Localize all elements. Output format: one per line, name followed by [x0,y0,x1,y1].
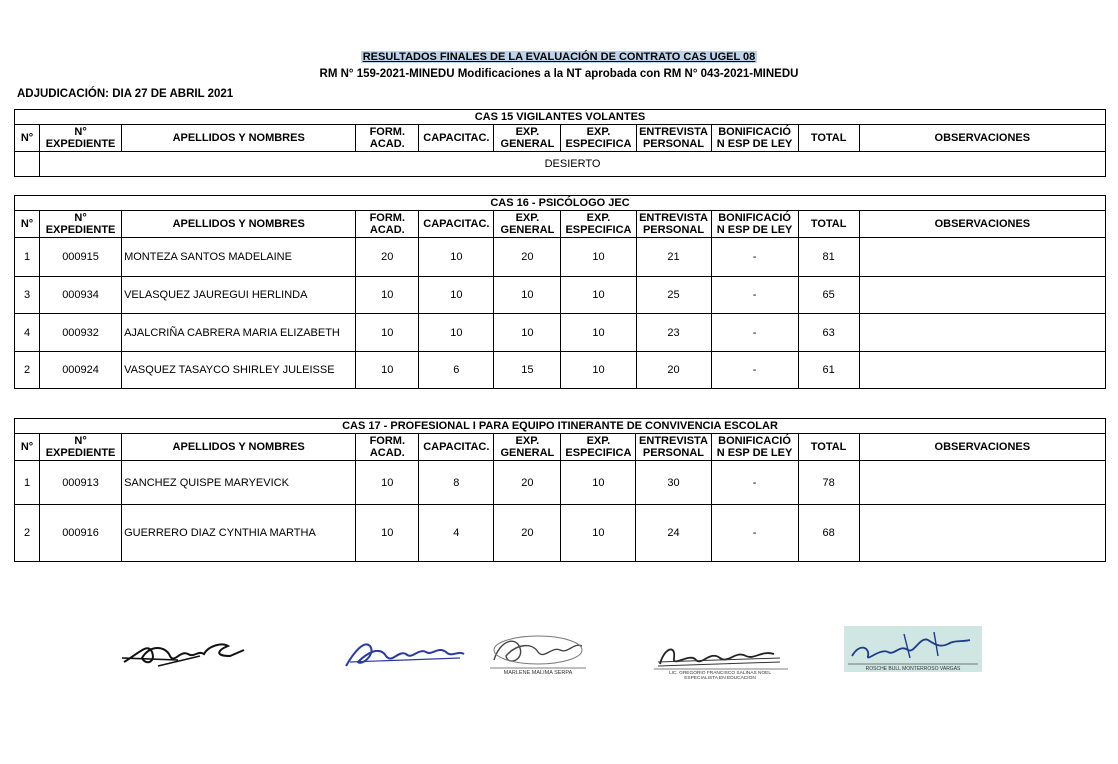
cell-observaciones [859,505,1105,562]
cell-observaciones [859,461,1105,505]
cell-nombre: SANCHEZ QUISPE MARYEVICK [122,461,356,505]
cell-exp-general: 20 [494,505,561,562]
cell-exp-especifica: 10 [561,277,636,314]
cell-bonificacion: - [711,277,798,314]
cell-exp-general: 20 [494,461,561,505]
column-header-expediente: N° EXPEDIENTE [40,211,122,238]
table-row [15,238,1106,277]
column-header-n: N° [15,434,40,461]
cell-nombre: VASQUEZ TASAYCO SHIRLEY JULEISSE [122,352,356,389]
column-header-observaciones: OBSERVACIONES [859,211,1105,238]
table-row [15,314,1106,352]
cell-form: 10 [356,277,419,314]
document-title: RESULTADOS FINALES DE LA EVALUACIÓN DE CONTRATO CAS UGEL 08 [362,51,756,63]
cell-exp-especifica: 10 [561,238,636,277]
column-header-capacitac: CAPACITAC. [419,434,494,461]
cell-n: 1 [15,238,40,277]
cell-exp-especifica: 10 [561,352,636,389]
cell-nombre: AJALCRIÑA CABRERA MARIA ELIZABETH [122,314,356,352]
cell-nombre: GUERRERO DIAZ CYNTHIA MARTHA [122,505,356,562]
cell-entrevista: 24 [636,505,711,562]
column-header-observaciones: OBSERVACIONES [859,434,1105,461]
column-header-exp-especifica: EXP. ESPECIFICA [561,434,636,461]
cell-exp-especifica: 10 [561,505,636,562]
section-table [14,418,1106,562]
adjudication-date: ADJUDICACIÓN: DIA 27 DE ABRIL 2021 [17,88,234,100]
svg-text:LIC. GREGORIO FRANCISCO SALINA: LIC. GREGORIO FRANCISCO SALINAS NOEL [668,671,772,676]
cell-expediente: 000915 [40,238,122,277]
section-title: CAS 16 - PSICÓLOGO JEC [15,196,1106,211]
column-header-total: TOTAL [798,211,859,238]
signature-5 [844,626,984,676]
cell-n: 4 [15,314,40,352]
cell-observaciones [859,238,1105,277]
cell-exp-especifica: 10 [561,461,636,505]
cell-bonificacion: - [711,238,798,277]
cell-form: 20 [356,238,419,277]
column-header-entrevista: ENTREVISTA PERSONAL [636,211,711,238]
row-number [15,152,40,177]
section-table [14,109,1106,177]
column-header-capacitac: CAPACITAC. [419,211,494,238]
column-header-form: FORM. ACAD. [356,434,419,461]
section-title: CAS 15 VIGILANTES VOLANTES [15,110,1106,125]
cell-expediente: 000934 [40,277,122,314]
cell-exp-general: 20 [494,238,561,277]
column-header-exp-general: EXP. GENERAL [494,211,561,238]
cell-observaciones [859,352,1105,389]
column-header-form: FORM. ACAD. [356,125,419,152]
cell-n: 1 [15,461,40,505]
column-header-exp-especifica: EXP. ESPECIFICA [561,211,636,238]
cell-total: 78 [798,461,859,505]
signature-2 [340,632,470,674]
column-header-bonificacion: BONIFICACIÓ N ESP DE LEY [711,434,798,461]
column-header-exp-general: EXP. GENERAL [494,125,561,152]
table-row [15,505,1106,562]
cell-form: 10 [356,352,419,389]
signature-3 [486,630,590,676]
svg-text:ESPECIALISTA EN EDUCACION: ESPECIALISTA EN EDUCACION [684,676,756,680]
column-header-entrevista: ENTREVISTA PERSONAL [636,434,711,461]
cell-entrevista: 21 [636,238,711,277]
column-header-capacitac: CAPACITAC. [419,125,494,152]
cell-exp-especifica: 10 [561,314,636,352]
cell-form: 10 [356,461,419,505]
cell-total: 65 [798,277,859,314]
cell-n: 2 [15,352,40,389]
column-header-exp-general: EXP. GENERAL [494,434,561,461]
cell-exp-general: 10 [494,277,561,314]
cell-capacitac: 10 [419,277,494,314]
cell-nombre: MONTEZA SANTOS MADELAINE [122,238,356,277]
cell-bonificacion: - [711,461,798,505]
cell-observaciones [859,314,1105,352]
cell-exp-general: 15 [494,352,561,389]
signature-1 [118,632,250,674]
cell-n: 2 [15,505,40,562]
cell-capacitac: 8 [419,461,494,505]
table-row [15,461,1106,505]
cell-capacitac: 10 [419,238,494,277]
column-header-form: FORM. ACAD. [356,211,419,238]
cell-nombre: VELASQUEZ JAUREGUI HERLINDA [122,277,356,314]
cell-form: 10 [356,314,419,352]
column-header-n: N° [15,125,40,152]
cell-expediente: 000932 [40,314,122,352]
column-header-observaciones: OBSERVACIONES [859,125,1105,152]
cell-capacitac: 4 [419,505,494,562]
column-header-nombres: APELLIDOS Y NOMBRES [122,434,356,461]
document-subtitle: RM N° 159-2021-MINEDU Modificaciones a la NT aprobada con RM N° 043-2021-MINEDU [319,68,799,80]
column-header-bonificacion: BONIFICACIÓ N ESP DE LEY [711,125,798,152]
cell-n: 3 [15,277,40,314]
cell-bonificacion: - [711,314,798,352]
cell-entrevista: 23 [636,314,711,352]
column-header-entrevista: ENTREVISTA PERSONAL [636,125,711,152]
svg-text:MARLENE MALIMA SERPA: MARLENE MALIMA SERPA [503,670,573,676]
cell-exp-general: 10 [494,314,561,352]
cell-expediente: 000924 [40,352,122,389]
signature-4 [650,636,792,680]
cell-observaciones [859,277,1105,314]
section-table [14,195,1106,389]
column-header-bonificacion: BONIFICACIÓ N ESP DE LEY [711,211,798,238]
column-header-expediente: N° EXPEDIENTE [40,125,122,152]
column-header-n: N° [15,211,40,238]
column-header-total: TOTAL [798,125,859,152]
cell-entrevista: 30 [636,461,711,505]
cell-total: 81 [798,238,859,277]
cell-entrevista: 20 [636,352,711,389]
cell-total: 68 [798,505,859,562]
column-header-total: TOTAL [798,434,859,461]
column-header-expediente: N° EXPEDIENTE [40,434,122,461]
cell-total: 61 [798,352,859,389]
cell-capacitac: 6 [419,352,494,389]
column-header-nombres: APELLIDOS Y NOMBRES [122,211,356,238]
table-row [15,352,1106,389]
empty-result-text: DESIERTO [40,152,1106,177]
cell-total: 63 [798,314,859,352]
column-header-nombres: APELLIDOS Y NOMBRES [122,125,356,152]
cell-bonificacion: - [711,505,798,562]
cell-expediente: 000913 [40,461,122,505]
cell-capacitac: 10 [419,314,494,352]
svg-text:ROSCHE BULL MONTERROSO VARGAS: ROSCHE BULL MONTERROSO VARGAS [865,666,961,672]
column-header-exp-especifica: EXP. ESPECIFICA [561,125,636,152]
cell-expediente: 000916 [40,505,122,562]
cell-entrevista: 25 [636,277,711,314]
table-row [15,277,1106,314]
cell-bonificacion: - [711,352,798,389]
cell-form: 10 [356,505,419,562]
section-title: CAS 17 - PROFESIONAL I PARA EQUIPO ITINERANTE DE CONVIVENCIA ESCOLAR [15,419,1106,434]
